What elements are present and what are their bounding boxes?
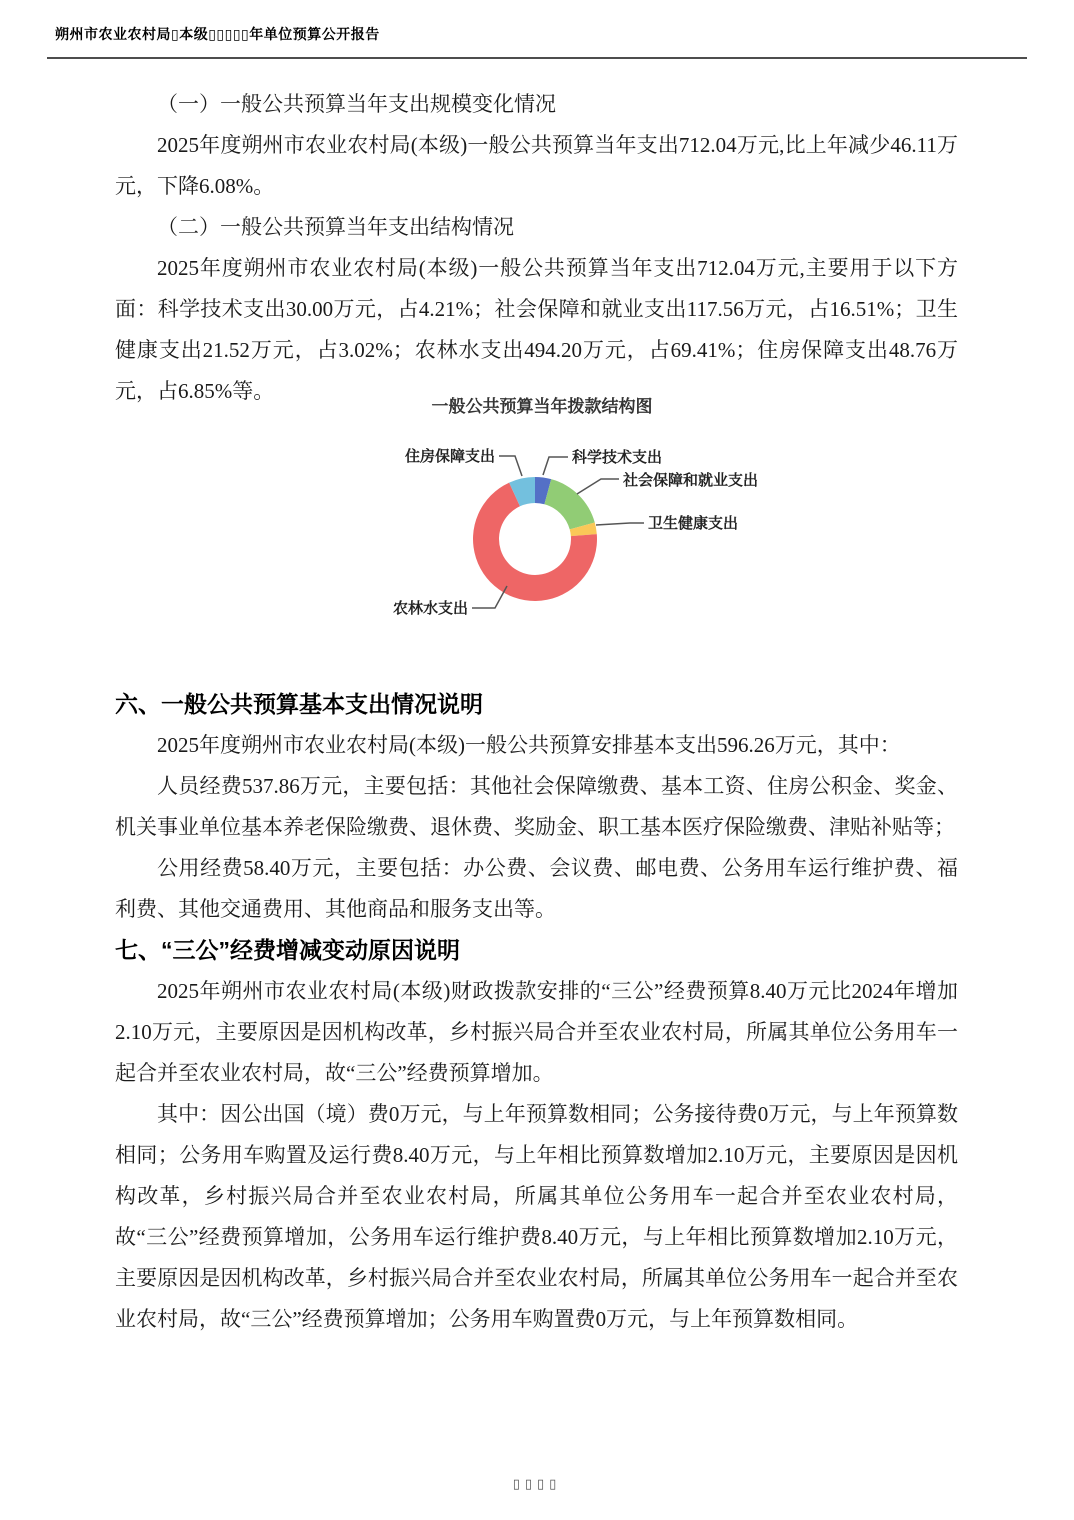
chart-title: 一般公共预算当年拨款结构图: [431, 397, 653, 416]
paragraph-three-public-change: 2025年朔州市农业农村局(本级)财政拨款安排的“三公”经费预算8.40万元比2024年增加 2.10万元，主要原因是因机构改革，乡村振兴局合并至农业农村局，所属其单位公务用车一起合并至农业农村局，故“三公”经费预算增加。: [115, 979, 958, 1085]
section-heading-seven: 七、“三公”经费增减变动原因说明: [115, 937, 460, 963]
label-leader-line: [596, 523, 644, 525]
paragraph-three-public-detail: 其中：因公出国（境）费0万元，与上年预算数相同；公务接待费0万元，与上年预算数相同；公务用车购置及运行费8.40万元，与上年相比预算数增加2.10万元，主要原因是因机构改革，乡村振兴局合并至农业农村局，所属其单位公务用车一起合并至农业农村局，故“三公”经费预算增加，公务用车运行维护费8.40万元，与上年相比预算数增加2.10万元，主要原因是因机构改革，乡村振兴局合并至农业农村局，所属其单位公务用车一起合并至农业农村局，故“三公”经费预算增加；公务用车购置费0万元，与上年预算数相同。: [115, 1102, 958, 1331]
page-footer: [0, 1477, 1074, 1492]
paragraph-expenditure-scale: 2025年度朔州市农业农村局(本级)一般公共预算当年支出712.04万元,比上年减少46.11万元，下降6.08%。: [115, 133, 958, 198]
slice-label: 住房保障支出: [404, 448, 495, 465]
pie-slice: [544, 479, 594, 529]
header-rule: [47, 57, 1027, 59]
page-number-placeholder: ▯▯▯▯: [512, 1477, 562, 1492]
slice-label: 卫生健康支出: [648, 515, 739, 532]
document-content: [115, 84, 958, 1340]
paragraph-expenditure-structure: 2025年度朔州市农业农村局(本级)一般公共预算当年支出712.04万元,主要用于以下方面：科学技术支出30.00万元，占4.21%；社会保障和就业支出117.56万元，占16.51%；卫生健康支出21.52万元，占3.02%；农林水支出494.20万元，占69.41%；住房保障支出48.76万元，占6.85%等。: [115, 256, 958, 403]
paragraph-personnel-funds: 人员经费537.86万元，主要包括：其他社会保障缴费、基本工资、住房公积金、奖金、机关事业单位基本养老保险缴费、退休费、奖励金、职工基本医疗保险缴费、津贴补贴等；: [115, 774, 958, 839]
subsection-heading-two: （二）一般公共预算当年支出结构情况: [157, 215, 514, 239]
subsection-heading-one: （一）一般公共预算当年支出规模变化情况: [157, 92, 556, 116]
paragraph-public-funds: 公用经费58.40万元，主要包括：办公费、会议费、邮电费、公务用车运行维护费、福利费、其他交通费用、其他商品和服务支出等。: [115, 856, 958, 921]
slice-label: 科学技术支出: [572, 449, 663, 466]
label-leader-line: [577, 479, 619, 494]
slice-label: 社会保障和就业支出: [623, 472, 759, 489]
paragraph-basic-expenditure: 2025年度朔州市农业农村局(本级)一般公共预算安排基本支出596.26万元，其中：: [157, 733, 901, 757]
header-title: 朔州市农业农村局▯本级▯▯▯▯▯年单位预算公开报告: [55, 26, 380, 42]
section-heading-six: 六、一般公共预算基本支出情况说明: [115, 691, 483, 717]
budget-structure-donut-chart: [368, 382, 768, 662]
donut-slices: [473, 477, 597, 601]
label-leader-line: [499, 456, 522, 476]
pie-chart-container: [115, 397, 958, 684]
label-leader-line: [543, 457, 568, 475]
slice-label: 农林水支出: [392, 600, 468, 617]
